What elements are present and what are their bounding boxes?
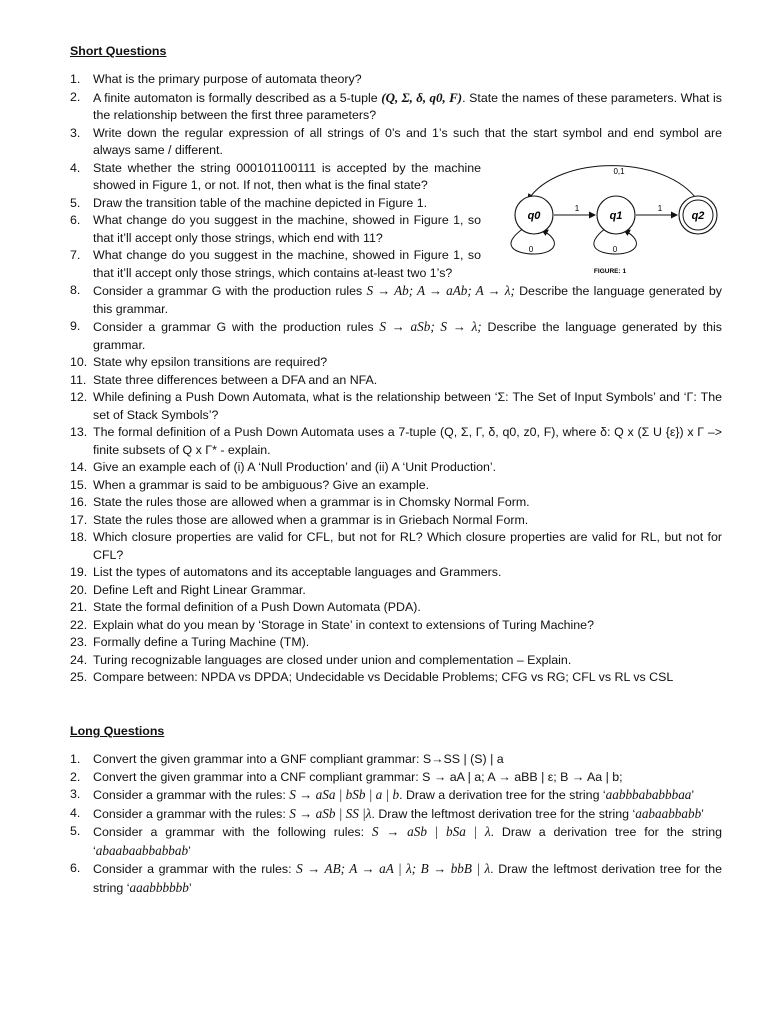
question-item	[70, 769, 722, 787]
question-text: A finite automaton is formally described as a 5-tuple	[93, 90, 382, 105]
math-expression: aabbbababbbaa	[605, 787, 692, 802]
question-number: 11.	[70, 372, 87, 387]
question-text: Explain what do you mean by ‘Storage in State’ in context to extensions of Turing Machine?	[93, 617, 594, 632]
state-q1-label: q1	[609, 210, 623, 222]
math-expression: S → aSb | bSa | λ	[371, 824, 491, 839]
question-item	[70, 459, 722, 477]
question-text: List the types of automatons and its acceptable languages and Grammers.	[93, 565, 502, 579]
figure-caption: FIGURE: 1	[593, 268, 627, 275]
state-q0-label: q0	[527, 210, 541, 222]
question-item	[70, 805, 722, 824]
question-text: ’	[188, 843, 191, 858]
question-text: Consider a grammar with the following rules:	[93, 825, 372, 839]
label-q0-loop: 0	[528, 245, 534, 254]
math-expression: S → aSb; S → λ;	[379, 319, 482, 334]
long-questions-list	[70, 751, 722, 897]
question-item	[70, 860, 722, 897]
question-text: What change do you suggest in the machine, showed in Figure 1, so that it’ll accept only those strings, which end with 11?	[93, 213, 481, 245]
question-number: 4.	[70, 805, 81, 820]
question-number: 9.	[70, 319, 81, 333]
short-questions-heading: Short Questions	[70, 44, 167, 58]
math-expression: S → Ab; A → aAb; A → λ;	[366, 283, 515, 298]
question-item	[70, 786, 722, 805]
question-item	[70, 669, 722, 687]
label-q1-loop: 0	[612, 245, 618, 254]
question-text: The formal definition of a Push Down Automata uses a 7-tuple (Q, Σ, Γ, δ, q0, z0, F), where δ: Q x (Σ U {ε}) x Γ –> finite subsets of Q x Γ* - explain.	[93, 425, 722, 457]
question-number: 15.	[70, 477, 88, 492]
question-item	[70, 160, 481, 195]
question-number: 25.	[70, 670, 88, 684]
question-number: 17.	[70, 512, 88, 527]
question-number: 22.	[70, 617, 88, 632]
question-number: 3.	[70, 787, 81, 801]
question-number: 5.	[70, 195, 81, 210]
question-text: Define Left and Right Linear Grammar.	[93, 582, 306, 597]
question-number: 18.	[70, 530, 88, 544]
question-text: ’	[691, 788, 695, 802]
question-text: State the rules those are allowed when a grammar is in Griebach Normal Form.	[93, 512, 529, 527]
question-text: Describe the language generated by this grammar.	[93, 320, 722, 352]
state-q2-label: q2	[691, 210, 705, 222]
question-number: 4.	[70, 160, 81, 175]
question-text: When a grammar is said to be ambiguous? Give an example.	[93, 477, 430, 492]
question-number: 24.	[70, 652, 88, 667]
question-text: Consider a grammar with the rules:	[93, 862, 297, 876]
question-item	[70, 599, 722, 617]
question-item	[70, 318, 722, 354]
question-item	[70, 529, 722, 564]
question-item	[70, 582, 722, 600]
question-item	[70, 389, 722, 424]
question-number: 5.	[70, 824, 81, 838]
question-text: What is the primary purpose of automata theory?	[93, 72, 362, 86]
question-number: 7.	[70, 248, 81, 262]
question-item	[70, 195, 481, 213]
question-number: 1.	[70, 752, 81, 766]
question-item	[70, 652, 722, 670]
question-text: State whether the string 000101100111 is accepted by the machine showed in Figure 1, or not. If not, then what is the final state?	[93, 160, 481, 192]
question-text: . State the names of these parameters. What is the relationship between the first three parameters?	[93, 90, 722, 122]
question-text: . Draw a derivation tree for the string ‘	[399, 788, 606, 802]
question-text: While defining a Push Down Automata, what is the relationship between ‘Σ: The Set of Input Symbols’ and ‘Γ: The set of Stack Symbols’?	[93, 390, 722, 422]
question-text: Consider a grammar G with the production rules	[93, 320, 380, 334]
question-number: 6.	[70, 861, 81, 875]
question-item	[70, 823, 722, 860]
question-item	[70, 634, 722, 652]
question-text: Draw the transition table of the machine depicted in Figure 1.	[93, 195, 428, 210]
question-number: 19.	[70, 565, 88, 579]
question-number: 14.	[70, 460, 88, 474]
question-text: Turing recognizable languages are closed under union and complementation – Explain.	[93, 652, 572, 667]
question-number: 23.	[70, 635, 88, 649]
question-item	[70, 494, 722, 512]
question-number: 10.	[70, 355, 88, 369]
question-text: State three differences between a DFA and an NFA.	[93, 372, 378, 387]
question-item	[70, 751, 722, 769]
math-expression: aabaabbabb	[635, 805, 702, 821]
question-item	[70, 125, 722, 160]
question-item	[70, 89, 722, 125]
math-expression: aaabbbbbb	[129, 879, 189, 895]
math-expression: abaabaabbabbab	[95, 842, 189, 858]
question-item	[70, 617, 722, 635]
math-expression: S → aSa | bSb | a | b	[289, 787, 400, 802]
question-text: . Draw a derivation tree for the string ‘	[93, 825, 723, 858]
question-text: State why epsilon transitions are required?	[93, 355, 328, 369]
question-number: 21.	[70, 600, 88, 614]
question-text: Consider a grammar with the rules:	[93, 806, 290, 821]
question-item	[70, 564, 722, 582]
question-number: 2.	[70, 769, 81, 784]
question-item	[70, 424, 722, 459]
question-text: Convert the given grammar into a CNF compliant grammar: S → aA | a; A → aBB | ε; B → Aa | b;	[93, 769, 623, 784]
question-number: 16.	[70, 495, 88, 509]
question-text: Describe the language generated by this grammar.	[93, 284, 722, 316]
question-text: Convert the given grammar into a GNF compliant grammar: S→SS | (S) | a	[93, 752, 504, 766]
question-number: 12.	[70, 390, 88, 404]
question-text: What change do you suggest in the machine, showed in Figure 1, so that it’ll accept only those strings, which contains at-least two 1’s?	[93, 248, 481, 280]
question-item	[70, 477, 722, 495]
question-text: ’	[188, 880, 192, 895]
question-text: Consider a grammar G with the production rules	[93, 284, 367, 298]
question-item	[70, 354, 722, 372]
label-q0-to-q1: 1	[574, 204, 580, 213]
question-item	[70, 512, 722, 530]
question-item	[70, 372, 722, 390]
question-number: 13.	[70, 425, 88, 439]
question-number: 20.	[70, 582, 88, 597]
question-text: State the rules those are allowed when a grammar is in Chomsky Normal Form.	[93, 495, 530, 509]
question-item	[70, 282, 722, 318]
question-text: Consider a grammar with the rules:	[93, 788, 290, 802]
tuple-expression: (Q, Σ, δ, q0, F)	[381, 89, 463, 105]
question-text: State the formal definition of a Push Down Automata (PDA).	[93, 600, 421, 614]
label-q1-to-q2: 1	[657, 204, 663, 213]
label-q2-to-q0: 0,1	[613, 167, 625, 176]
question-number: 1.	[70, 72, 81, 86]
math-expression: S → AB; A → aA | λ; B → bbB | λ	[296, 861, 491, 876]
question-text: Formally define a Turing Machine (TM).	[93, 635, 310, 649]
question-item	[70, 247, 481, 282]
question-text: Give an example each of (i) A ‘Null Production’ and (ii) A ‘Unit Production’.	[93, 460, 497, 474]
question-text: ’	[701, 806, 704, 821]
question-number: 6.	[70, 213, 81, 227]
question-number: 3.	[70, 125, 81, 140]
long-questions-heading: Long Questions	[70, 724, 165, 738]
question-text: Write down the regular expression of all strings of 0’s and 1’s such that the start symbol and end symbol are always same / different.	[93, 125, 722, 157]
figure-1-automaton-diagram	[498, 160, 734, 280]
question-text: . Draw the leftmost derivation tree for the string ‘	[93, 862, 722, 895]
question-text: Compare between: NPDA vs DPDA; Undecidable vs Decidable Problems; CFG vs RG; CFL vs RL vs CSL	[93, 670, 674, 684]
math-expression: S → aSb | SS |λ	[289, 805, 372, 821]
question-number: 2.	[70, 89, 81, 104]
question-text: Which closure properties are valid for CFL, but not for RL? Which closure properties are valid for RL, but not for CFL?	[93, 530, 722, 562]
question-number: 8.	[70, 283, 81, 297]
question-item	[70, 212, 481, 247]
question-text: . Draw the leftmost derivation tree for the string ‘	[371, 806, 636, 821]
question-item	[70, 71, 722, 89]
